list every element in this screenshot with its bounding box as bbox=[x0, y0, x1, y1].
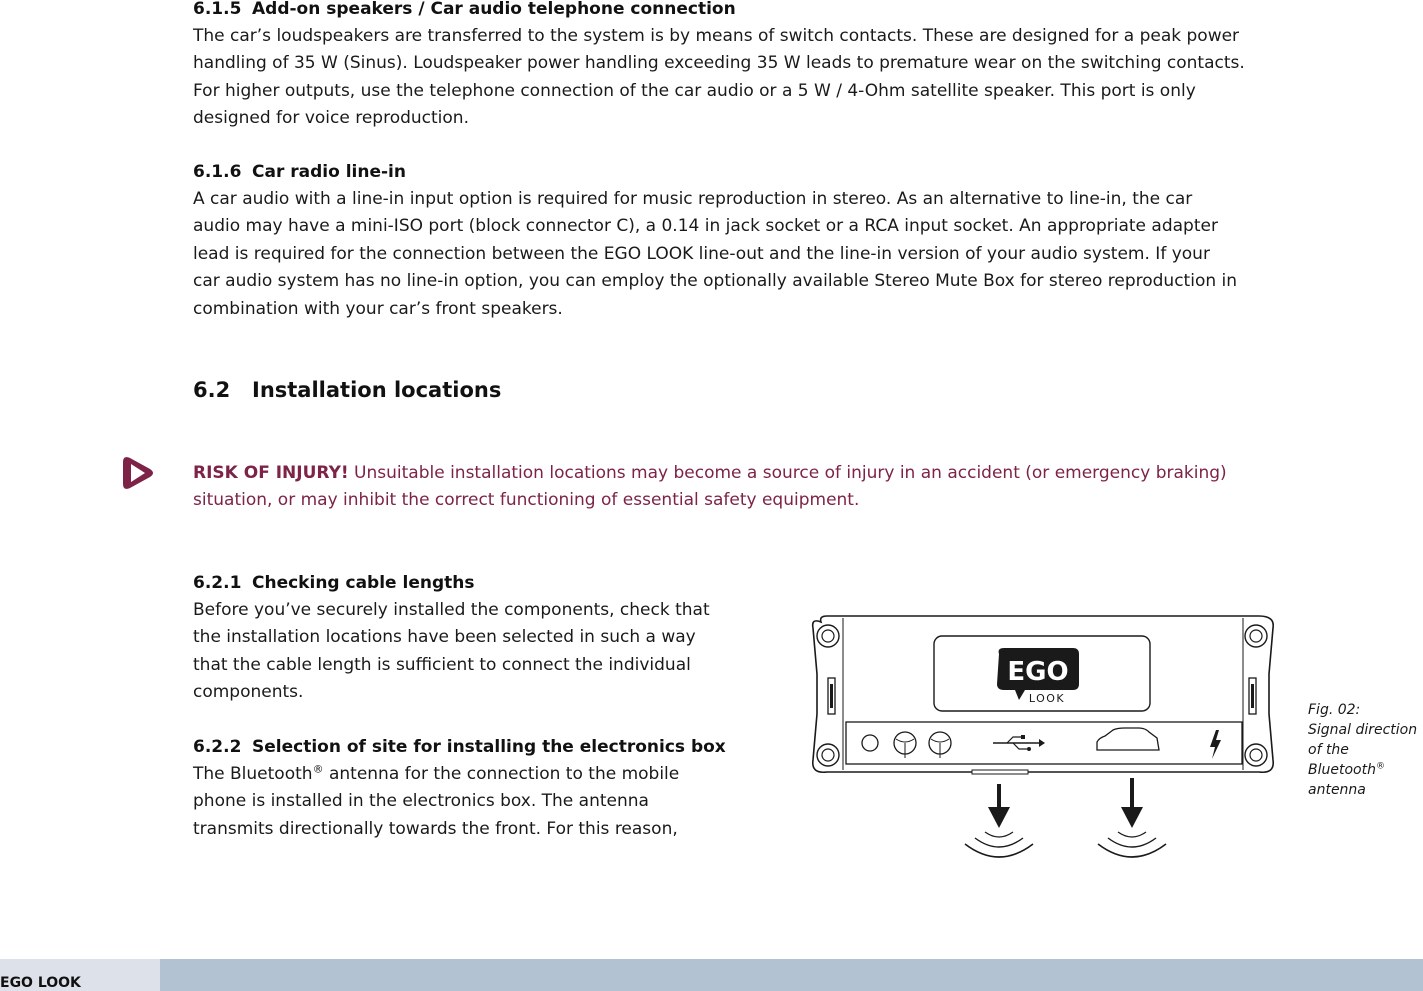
caption-line: Signal direction bbox=[1308, 722, 1418, 738]
paragraph-6-2-1 bbox=[193, 597, 710, 707]
figure-caption bbox=[1308, 700, 1423, 800]
text-line: handling of 35 W (Sinus). Loudspeaker power handling exceeding 35 W leads to premature wear on the switching contacts. bbox=[193, 53, 1245, 74]
signal-arrow-icon bbox=[1098, 778, 1166, 857]
paragraph-6-2-2 bbox=[193, 761, 679, 843]
text-line: that the cable length is sufficient to connect the individual bbox=[193, 654, 691, 675]
section-heading-6-2 bbox=[193, 374, 501, 406]
paragraph-6-1-6 bbox=[193, 186, 1237, 323]
caption-line: Fig. 02: bbox=[1308, 702, 1361, 718]
text-line: transmits directionally towards the front. For this reason, bbox=[193, 818, 678, 839]
caption-fragment: of the Bluetooth bbox=[1308, 742, 1376, 778]
section-heading-6-2-1 bbox=[193, 570, 474, 597]
text-line: A car audio with a line-in input option is required for music reproduction in stereo. As an alternative to line-in, the car bbox=[193, 189, 1193, 209]
logo-text-ego: EGO bbox=[1007, 657, 1069, 687]
section-number: 6.2 bbox=[193, 378, 231, 402]
section-title: Checking cable lengths bbox=[252, 573, 475, 593]
signal-arrow-icon bbox=[965, 784, 1033, 857]
section-heading-6-1-6 bbox=[193, 159, 406, 186]
text-line: For higher outputs, use the telephone connection of the car audio or a 5 W / 4-Ohm satellite speaker. This port is only bbox=[193, 80, 1196, 101]
warning-label: RISK OF INJURY! bbox=[193, 463, 349, 483]
text-fragment: The Bluetooth bbox=[193, 764, 313, 784]
warning-line-1 bbox=[193, 460, 1273, 487]
text-line: Before you’ve securely installed the components, check that bbox=[193, 600, 710, 620]
section-number: 6.2.1 bbox=[193, 573, 242, 593]
side-clip-right-inner bbox=[1251, 684, 1254, 708]
text-line: lead is required for the connection between the EGO LOOK line-out and the line-in version of your audio system. If your bbox=[193, 243, 1210, 264]
text-line: the installation locations have been selected in such a way bbox=[193, 627, 696, 648]
text-line: components. bbox=[193, 682, 304, 703]
text-line: combination with your car’s front speakers. bbox=[193, 298, 563, 319]
section-title: Selection of site for installing the electronics box bbox=[252, 737, 726, 757]
section-number: 6.1.5 bbox=[193, 0, 242, 19]
section-title: Add-on speakers / Car audio telephone connection bbox=[252, 0, 736, 19]
paragraph-6-1-5 bbox=[193, 23, 1245, 133]
risk-warning bbox=[193, 460, 1273, 515]
caption-line: antenna bbox=[1308, 782, 1366, 798]
section-number: 6.2.2 bbox=[193, 737, 242, 757]
section-heading-6-2-2 bbox=[193, 734, 726, 761]
text-fragment: antenna for the connection to the mobile bbox=[323, 764, 680, 784]
registered-mark: ® bbox=[312, 762, 324, 776]
text-line: car audio system has no line-in option, you can employ the optionally available Stereo Mute Box for stereo reproduction in bbox=[193, 271, 1238, 292]
text-line: The car’s loudspeakers are transferred to the system is by means of switch contacts. These are designed for a peak power bbox=[193, 26, 1240, 46]
section-title: Installation locations bbox=[252, 378, 502, 402]
warning-text: Unsuitable installation locations may become a source of injury in an accident (or emergency braking) bbox=[348, 463, 1227, 483]
warning-play-icon bbox=[120, 456, 156, 490]
registered-mark: ® bbox=[1375, 761, 1385, 772]
text-line: audio may have a mini-ISO port (block connector C), a 0.14 in jack socket or a RCA input socket. An appropriate adapter bbox=[193, 216, 1218, 237]
footer-product-label: EGO LOOK bbox=[0, 975, 81, 991]
footer-bar-right bbox=[160, 959, 1423, 991]
text-line bbox=[193, 761, 679, 788]
antenna-port bbox=[972, 770, 1028, 774]
logo-text-look: LOOK bbox=[1028, 692, 1066, 705]
section-heading-6-1-5 bbox=[193, 0, 736, 23]
text-line: designed for voice reproduction. bbox=[193, 108, 469, 129]
electronics-box-figure bbox=[807, 614, 1277, 864]
side-clip-left-inner bbox=[830, 684, 833, 708]
section-number: 6.1.6 bbox=[193, 162, 242, 182]
section-title: Car radio line-in bbox=[252, 162, 406, 182]
caption-line bbox=[1308, 740, 1423, 780]
warning-line-2: situation, or may inhibit the correct functioning of essential safety equipment. bbox=[193, 490, 860, 511]
text-line: phone is installed in the electronics box. The antenna bbox=[193, 791, 649, 812]
